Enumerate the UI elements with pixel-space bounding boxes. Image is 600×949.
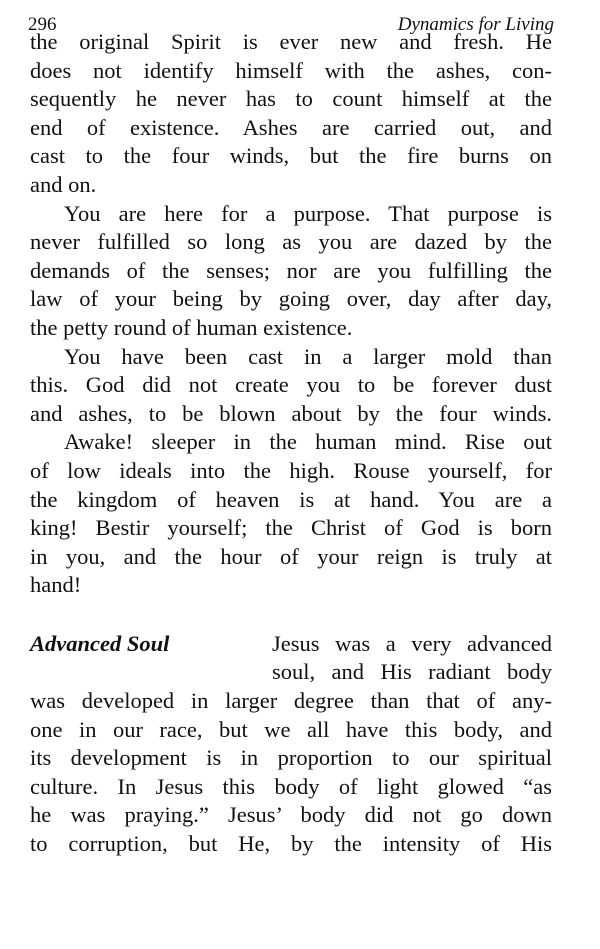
section-heading: Advanced Soul — [30, 630, 170, 656]
text-line: he was praying.” Jesus’ body did not go down — [30, 802, 552, 828]
text-line: law of your being by going over, day after day, — [30, 286, 552, 312]
text-line: Awake! sleeper in the human mind. Rise out — [64, 429, 552, 455]
text-line: culture. In Jesus this body of light glowed “as — [30, 773, 552, 799]
text-line: one in our race, but we all have this body, and — [30, 716, 552, 742]
text-line: was developed in larger degree than that of any- — [30, 688, 552, 714]
text-line: of low ideals into the high. Rouse yourself, for — [30, 457, 552, 483]
paragraph-3 — [30, 343, 552, 429]
paragraph-2 — [30, 200, 552, 343]
text-line: You have been cast in a larger mold than — [64, 343, 552, 369]
paragraph-4 — [30, 428, 552, 600]
text-line: never fulfilled so long as you are dazed by the — [30, 229, 552, 255]
running-title: Dynamics for Living — [397, 14, 554, 35]
text-line: king! Bestir yourself; the Christ of God is born — [30, 515, 552, 541]
text-line: the original Spirit is ever new and fresh. He — [30, 29, 552, 54]
text-line: does not identify himself with the ashes, con- — [30, 57, 552, 83]
text-line: cast to the four winds, but the fire burns on — [30, 143, 552, 169]
text-line: end of existence. Ashes are carried out, and — [30, 114, 552, 140]
text-line: You are here for a purpose. That purpose is — [64, 200, 552, 226]
text-line: this. God did not create you to be forever dust — [30, 372, 552, 398]
section-advanced-soul — [30, 630, 552, 859]
text-line: the petty round of human existence. — [30, 314, 353, 340]
text-line: soul, and His radiant body — [272, 659, 552, 685]
text-line: demands of the senses; nor are you fulfilling the — [30, 257, 552, 283]
paragraph-1 — [30, 28, 552, 200]
text-line: the kingdom of heaven is at hand. You are a — [30, 486, 552, 512]
page-body — [30, 28, 552, 859]
text-line: and ashes, to be blown about by the four winds. — [30, 400, 552, 426]
text-line: and on. — [30, 171, 97, 197]
text-line: hand! — [30, 572, 82, 598]
text-line: its development is in proportion to our spiritual — [30, 745, 552, 771]
text-line: to corruption, but He, by the intensity of His — [30, 831, 552, 857]
text-line: in you, and the hour of your reign is truly at — [30, 543, 552, 569]
page-number: 296 — [28, 14, 57, 35]
text-line: sequently he never has to count himself at the — [30, 86, 552, 112]
text-line: Jesus was a very advanced — [272, 630, 552, 656]
